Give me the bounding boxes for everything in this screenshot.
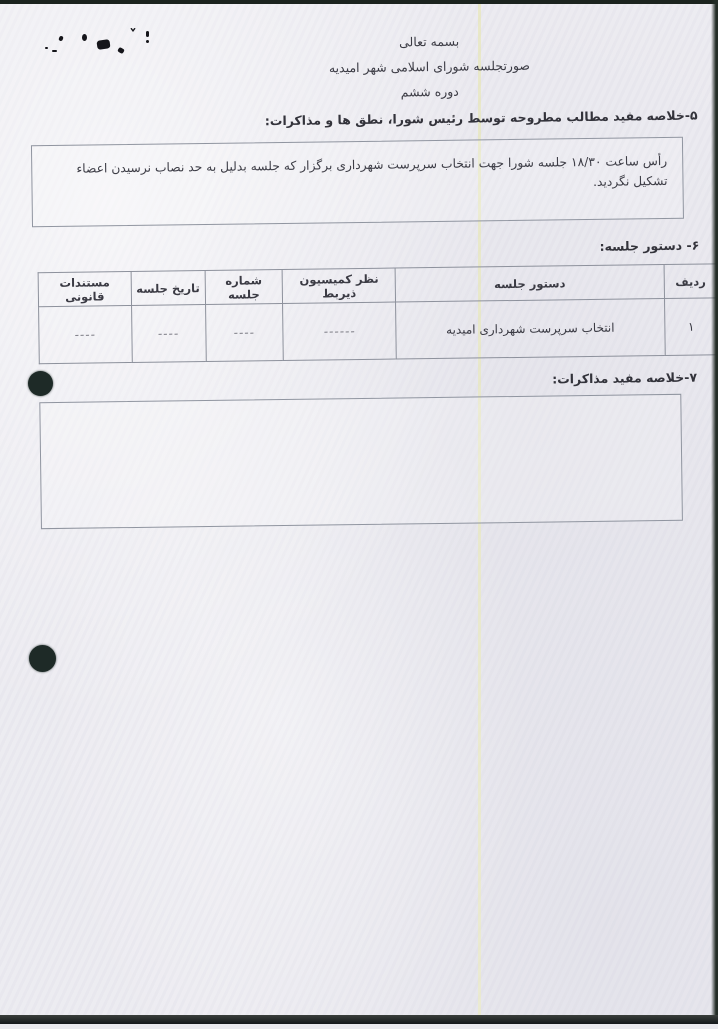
col-header-legal-documents: مستندات قانونی — [38, 271, 131, 306]
scan-edge-top — [0, 0, 718, 4]
col-header-session-date: تاریخ جلسه — [131, 271, 205, 306]
section7-empty-box — [39, 394, 683, 529]
cell-commission-opinion: ------ — [283, 302, 397, 360]
cell-session-number: ---- — [205, 304, 284, 362]
cell-legal-documents: ---- — [39, 305, 133, 363]
col-header-session-number: شماره جلسه — [205, 270, 283, 305]
cell-row-number: ۱ — [664, 298, 718, 356]
scan-edge-bottom — [0, 1015, 718, 1024]
section5-body: رأس ساعت ۱۸/۳۰ جلسه شورا جهت انتخاب سرپرست شهرداری برگزار که جلسه بدلیل به حد نصاب نرسیدن اعضاء تشکیل نگردید. — [76, 153, 668, 189]
agenda-data-row — [39, 298, 718, 364]
col-header-agenda-item: دستور جلسه — [395, 265, 664, 303]
scan-edge-right — [711, 0, 718, 1024]
term-line: دوره ششم — [400, 83, 459, 100]
bismillah-line: بسمه تعالی — [398, 33, 460, 50]
punch-hole — [29, 645, 56, 672]
cell-agenda-item: انتخاب سرپرست شهرداری امیدیه — [396, 299, 665, 360]
cell-session-date: ---- — [131, 305, 205, 363]
col-header-row-number: ردیف — [664, 264, 718, 299]
section5-heading: ۵-خلاصه مفید مطالب مطروحه توسط رئیس شورا، نطق ها و مذاکرات: — [264, 107, 698, 129]
section5-text-box — [31, 137, 684, 228]
section7-heading: ۷-خلاصه مفید مذاکرات: — [552, 369, 698, 387]
agenda-table — [38, 263, 718, 364]
section6-heading: ۶- دستور جلسه: — [599, 237, 700, 254]
col-header-commission-opinion: نظر کمیسیون ذیربط — [282, 268, 395, 303]
punch-hole — [28, 371, 53, 396]
section7-body — [40, 395, 680, 403]
document-title: صورتجلسه شورای اسلامی شهر امیدیه — [328, 57, 531, 76]
document-header — [276, 27, 582, 106]
